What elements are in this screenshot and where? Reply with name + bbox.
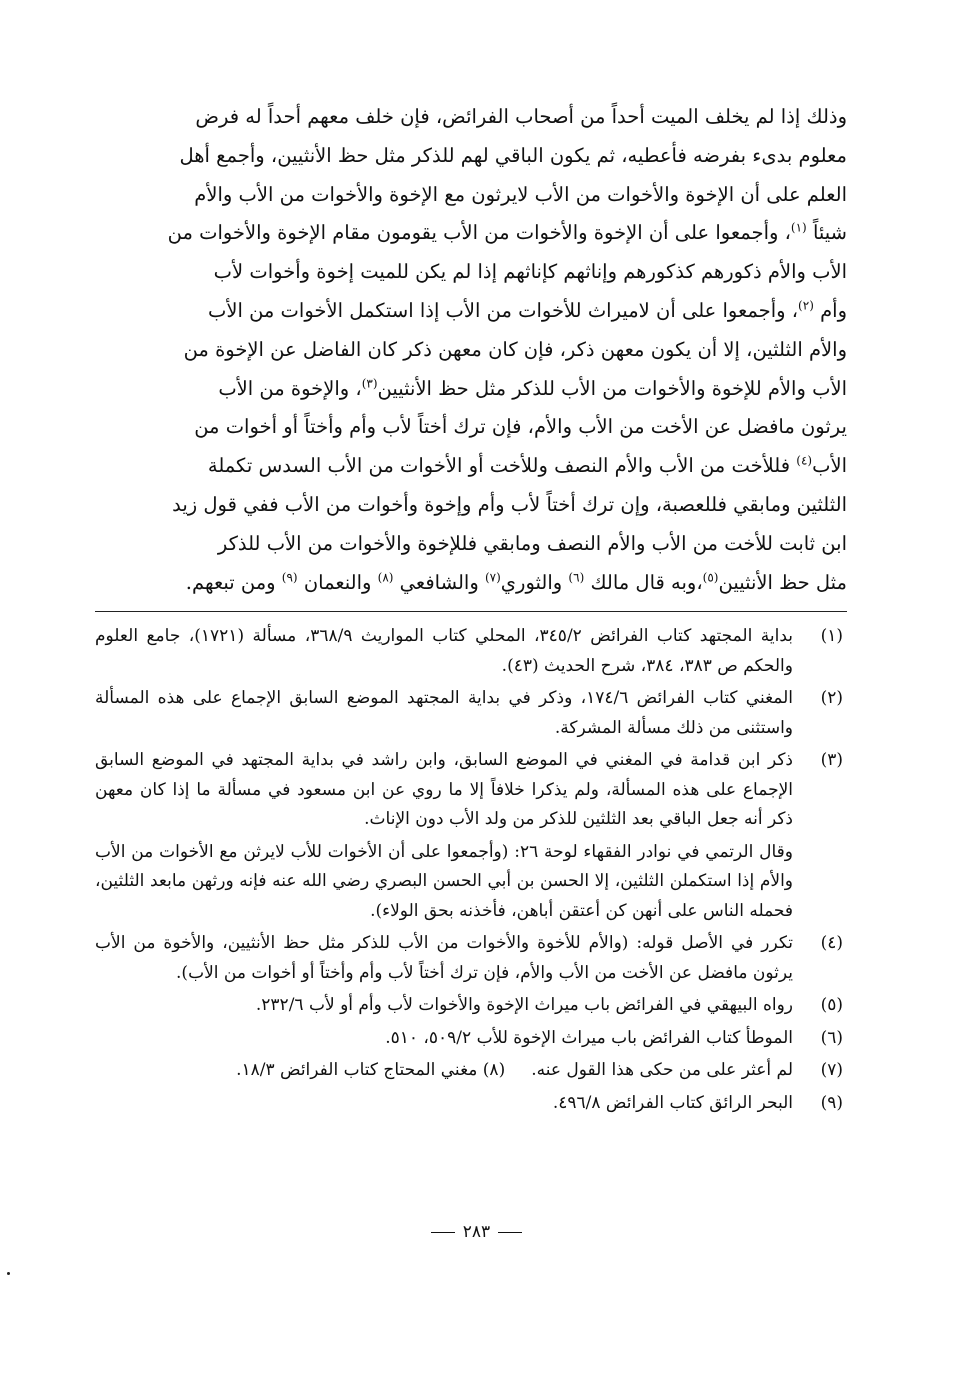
footnote-number: (٩) (820, 1092, 843, 1113)
footnote-ref-9: (٩) (281, 570, 298, 585)
body-text-segment: شيئاً (812, 221, 847, 245)
footnote-6 (95, 1024, 847, 1054)
footnote-ref-4: (٤) (796, 453, 813, 468)
footnote-text: المغني كتاب الفرائض ١٧٤/٦، وذكر في بداية المجتهد الموضع السابق الإجماع على هذه المسألة واستثنى من ذلك مسألة المشركة. (95, 688, 794, 738)
footnote-9 (95, 1089, 847, 1119)
body-line: العلم على أن الإخوة والأخوات من الأب لايرثون مع الإخوة والأخوات من الأب والأم (194, 182, 847, 206)
body-line: معلوم بدىء بفرضه فأعطيه، ثم يكون الباقي لهم للذكر مثل حظ الأنثيين، وأجمع أهل (179, 143, 847, 167)
footnote-number: (٢) (820, 688, 843, 709)
footnotes-section (95, 622, 847, 1118)
body-text-segment: الأب والأم للإخوة والأخوات من الأب للذكر مثل حظ الأنثيين (377, 376, 847, 400)
footnote-8 (236, 1056, 505, 1086)
footnote-3 (95, 746, 847, 835)
footnote-text: البحر الرائق كتاب الفرائض ٤٩٦/٨. (552, 1092, 793, 1113)
footnote-text: رواه البيهقي في الفرائض باب ميراث الإخوة والأخوات لأب وأم أو لأب ٢٣٢/٦. (255, 995, 793, 1016)
footnote-ref-2: (٢) (798, 298, 814, 313)
main-body-text (95, 98, 847, 602)
footnote-ref-8: (٨) (377, 570, 394, 585)
footnote-ref-7: (٧) (484, 570, 501, 585)
body-text-segment: الأب (812, 454, 847, 478)
body-text-segment: ، والإخوة من الأب (218, 376, 362, 400)
footnote-ref-1: (١) (790, 220, 807, 235)
footnote-text: بداية المجتهد كتاب الفرائض ٣٤٥/٢، المحلي كتاب المواريث ٣٦٨/٩، مسألة (١٧٢١)، جامع العلوم والحكم ص ٣٨٣، ٣٨٤، شرح الحديث (٤٣). (95, 626, 793, 676)
body-text-segment: ،وبه قال مالك (590, 570, 703, 594)
body-text-segment: فللأخت من الأب والأم النصف وللأخت أو الأخوات من الأب السدس تكملة (207, 454, 791, 478)
page-number-dash-right (498, 1232, 522, 1233)
footnote-ref-6: (٦) (568, 570, 585, 585)
body-line (95, 370, 847, 409)
footnote-text: ذكر ابن قدامة في المغني في الموضع السابق، وابن راشد في بداية المجتهد في الموضع السابق الإجماع على هذه المسألة، ولم يذكرا خلافاً إلا ما روي عن ابن مسعود في مسألة ما إذا كان معهن ذكر أنه جعل الباقي بعد الثلثين للذكر من ولد الأب دون الإناث. (95, 750, 793, 830)
page-number-value: ٢٨٣ (462, 1222, 491, 1242)
body-line (95, 214, 847, 253)
body-text-segment: ، وأجمعوا على أن الإخوة والأخوات من الأب يقومون مقام الإخوة والأخوات من (167, 221, 791, 245)
body-line: والأم الثلثين، إلا أن يكون معهن ذكر، فإن كان معهن ذكر كان الفاضل عن الإخوة من (183, 337, 847, 361)
body-line: الثلثين ومابقي فللعصبة، وإن ترك أختاً لأب وأم وإخوة وأخوات من الأب ففي قول زيد (172, 492, 847, 516)
page-number (0, 1222, 953, 1242)
footnote-7-text: لم أعثر على من حكى هذا القول عنه. (531, 1060, 793, 1081)
footnote-8-text: مغني المحتاج كتاب الفرائض ١٨/٣. (236, 1060, 478, 1081)
body-text-segment: مثل حظ الأنثيين (718, 570, 847, 594)
footnote-ref-3: (٣) (361, 376, 378, 391)
page-content (95, 98, 847, 1121)
footnote-number: (٣) (820, 750, 843, 771)
footnote-1 (95, 622, 847, 681)
page-number-dash-left (431, 1232, 455, 1233)
body-line (95, 292, 847, 331)
body-line (95, 564, 847, 603)
footnote-number: (١) (820, 626, 843, 647)
footnote-3-continuation: وقال الرتمي في نوادر الفقهاء لوحة ٢٦: (وأجمعوا على أن الأخوات للأب لايرثن مع الأخوات من الأب والأم إذا استكملن الثلثين، إلا الحسن بن أبي الحسن البصري رضي الله عنه فإنه ورثهن مابعد الثلثين، فحمله الناس على أنهن كن أعتقن أباهن، فأخذنه بحق الولاء). (95, 841, 794, 921)
body-text-segment: والنعمان (303, 570, 372, 594)
footnote-text: الموطأ كتاب الفرائض باب ميراث الإخوة للأب ٥٠٩/٢، ٥١٠. (385, 1027, 793, 1048)
footnote-number: (٦) (820, 1027, 843, 1048)
footnote-number: (٥) (820, 995, 843, 1016)
footnote-number: (٤) (820, 933, 843, 954)
body-line: وذلك إذا لم يخلف الميت أحداً من أصحاب الفرائض، فإن خلف معهم أحداً له فرض (195, 105, 847, 128)
body-line: الأب والأم ذكورهم كذكورهم وإناثهم كإناثهم إذا لم يكن للميت إخوة وأخوات لأب (213, 260, 847, 284)
body-text-segment: والشافعي (399, 570, 479, 594)
footnote-text (95, 1056, 793, 1086)
body-text-segment: ، وأجمعوا على أن لاميراث للأخوات من الأب إذا استكمل الأخوات من الأب (207, 298, 799, 322)
footnote-7-8 (95, 1056, 847, 1086)
body-line: يرثون مافضل عن الأخت من الأب والأم، فإن ترك أختاً لأب وأم وأختاً أو أخوات من (194, 415, 847, 439)
footnote-2 (95, 684, 847, 743)
body-text-segment: وأم (820, 298, 847, 322)
footnote-number: (٧) (820, 1060, 843, 1081)
footnote-5 (95, 991, 847, 1021)
footnote-number: (٨) (482, 1060, 506, 1081)
footnote-separator (95, 611, 847, 612)
scan-speck (7, 1272, 10, 1275)
footnote-text: تكرر في الأصل قوله: (والأم للأخوة والأخوات من الأب للذكر مثل حظ الأنثيين، والأخوة من الأب يرثون مافضل عن الأخت من الأب والأم، فإن ترك أختاً لأب وأم وأختاً أو أخوات من الأب). (95, 933, 793, 983)
footnote-ref-5: (٥) (702, 570, 719, 585)
footnote-4 (95, 929, 847, 988)
body-line (95, 447, 847, 486)
body-text-segment: والثوري (500, 570, 563, 594)
body-text-segment: ومن تبعهم. (185, 570, 276, 594)
body-line: ابن ثابت للأخت من الأب والأم النصف ومابقي فللإخوة والأخوات من الأب للذكر (217, 531, 847, 555)
